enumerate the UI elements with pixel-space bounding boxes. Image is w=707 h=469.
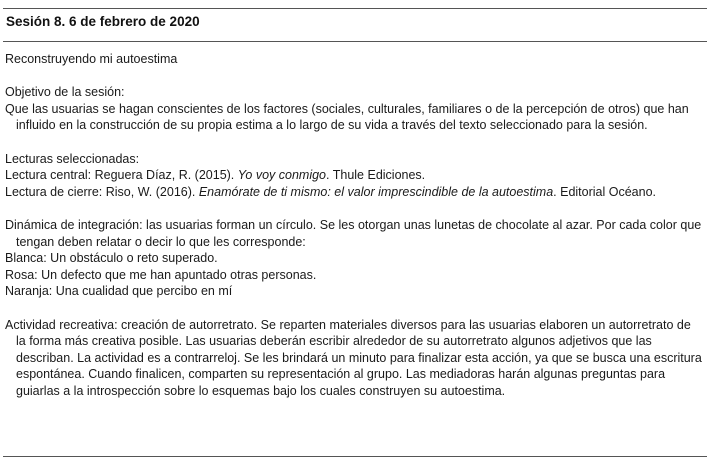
activity-text: Actividad recreativa: creación de autorretrato. Se reparten materiales diversos para las usuarias elaboren un autorretrato de la forma más creativa posible. Las usuarias deberán escribir alrededor de su autorretrato algunos adjetivos que las describan. La actividad es a contrarreloj. Se les brindará un minuto para finalizar esta acción, ya que se busca una escritura espontánea. Cuando finalicen, comparten su representación al grupo. Las mediadoras harán algunas preguntas para guiarlas a la introspección sobre lo esquemas bajo los cuales construyen su autoestima. [5, 317, 702, 398]
readings-label: Lecturas seleccionadas: [5, 151, 140, 166]
closing-reading-suffix: . Editorial Océano. [553, 184, 657, 199]
objective-label: Objetivo de la sesión: [5, 85, 125, 100]
objective-text: Que las usuarias se hagan conscientes de los factores (sociales, culturales, familiares o de la percepción de otros) que han influido en la construcción de su propia estima a lo largo de su vida a través del texto seleccionado para la sesión. [5, 101, 689, 133]
top-rule [3, 8, 707, 9]
integration-text: Dinámica de integración: las usuarias forman un círculo. Se les otorgan unas lunetas de chocolate al azar. Por cada color que tengan deben relatar o decir lo que les corresponde: [5, 217, 702, 249]
session-name: Reconstruyendo mi autoestima [5, 52, 178, 66]
central-reading-prefix: Lectura central: Reguera Díaz, R. (2015). [5, 168, 238, 183]
color-item-orange: Naranja: Una cualidad que percibo en mí [5, 284, 233, 299]
central-reading-title: Yo voy conmigo [237, 168, 327, 183]
session-title: Sesión 8. 6 de febrero de 2020 [6, 14, 200, 29]
color-item-pink: Rosa: Un defecto que me han apuntado otras personas. [5, 267, 317, 282]
header-rule [3, 41, 707, 42]
closing-reading [5, 184, 703, 201]
central-reading-suffix: . Thule Ediciones. [326, 168, 426, 183]
central-reading [5, 167, 703, 184]
closing-reading-prefix: Lectura de cierre: Riso, W. (2016). [5, 184, 199, 199]
bottom-rule [3, 456, 707, 457]
closing-reading-title: Enamórate de ti mismo: el valor imprescindible de la autoestima [198, 184, 554, 199]
session-body [5, 51, 703, 399]
color-item-white: Blanca: Un obstáculo o reto superado. [5, 251, 218, 266]
